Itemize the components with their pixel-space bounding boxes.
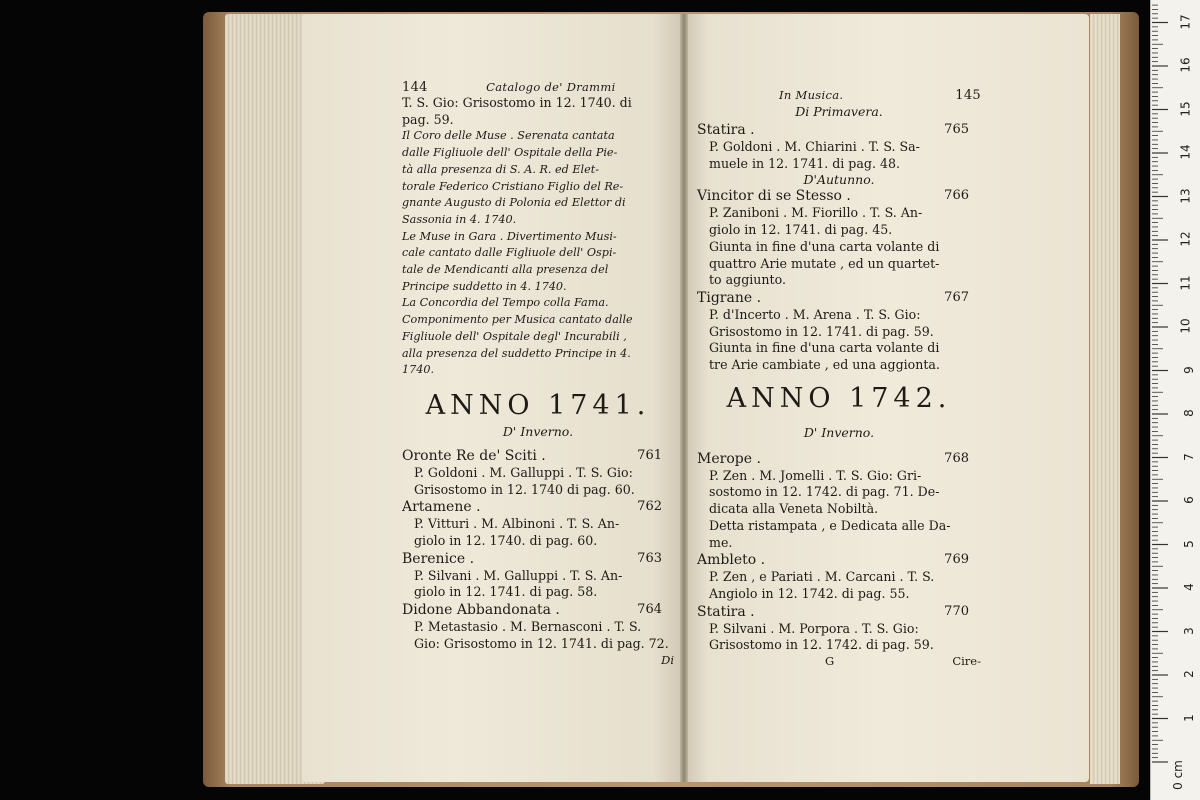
catchword (697, 654, 981, 668)
entry-heading (402, 601, 674, 619)
entry-detail-line: sostomo in 12. 1742. di pag. 71. De- (709, 484, 940, 500)
catalog-entry (697, 603, 981, 654)
entry-detail-line: P. Zen , e Pariati . M. Carcani . T. S. (709, 569, 935, 585)
ruler-number: 3 (1182, 626, 1197, 635)
entry-detail-line: Gio: Grisostomo in 12. 1741. di pag. 72. (414, 635, 669, 651)
entry-title: Didone Abbandonata . (402, 602, 560, 619)
ruler-ticks (1151, 0, 1200, 800)
opening-line: Figliuole dell' Ospitale degl' Incurabili , (402, 329, 627, 343)
catchword: Di (661, 652, 674, 667)
entry-detail-line: P. d'Incerto . M. Arena . T. S. Gio: (709, 306, 921, 322)
entry-heading (697, 187, 981, 205)
entry-heading (697, 551, 981, 569)
catalog-entry (402, 550, 674, 601)
entry-detail-line: P. Goldoni . M. Galluppi . T. S. Gio: (414, 464, 633, 480)
entry-heading (697, 450, 981, 468)
entry-number: 765 (944, 122, 969, 137)
left-running-head-title: Catalogo de' Drammi (486, 80, 616, 94)
entry-title: Artamene . (402, 499, 481, 516)
entry-detail-line: P. Silvani . M. Porpora . T. S. Gio: (709, 620, 919, 636)
entry-detail-line: Giunta in fine d'una carta volante di (709, 238, 940, 254)
opening-line: Componimento per Musica cantato dalle (402, 313, 633, 327)
entry-detail-line: dicata alla Veneta Nobiltà. (709, 501, 879, 517)
entry-number: 766 (944, 188, 969, 204)
entry-detail-line: P. Zaniboni . M. Fiorillo . T. S. An- (709, 205, 923, 221)
entry-detail-line: P. Goldoni . M. Chiarini . T. S. Sa- (709, 139, 920, 154)
entry-detail-line: P. Zen . M. Jomelli . T. S. Gio: Gri- (709, 467, 922, 483)
opening-line: Il Coro delle Muse . Serenata cantata (402, 129, 615, 143)
opening-line: Principe suddetto in 4. 1740. (402, 279, 567, 293)
opening-line: La Concordia del Tempo colla Fama. (402, 296, 609, 310)
catalog-entry (697, 187, 981, 289)
left-page-text (402, 80, 674, 667)
entry-detail-line: giolo in 12. 1741. di pag. 58. (414, 584, 598, 600)
opening-line: tà alla presenza di S. A. R. ed Elet- (402, 162, 599, 176)
page-block-right (1090, 14, 1120, 784)
entry-heading (697, 603, 981, 621)
catalog-entry (697, 289, 981, 374)
entry-title: Vincitor di se Stesso . (697, 188, 851, 205)
entry-detail-line: P. Metastasio . M. Bernasconi . T. S. (414, 619, 642, 635)
entry-detail-line: to aggiunto. (709, 272, 786, 288)
ruler-number: 6 (1182, 496, 1197, 504)
left-running-head (402, 80, 674, 95)
entry-number: 763 (637, 550, 662, 566)
opening-line: torale Federico Cristiano Figlio del Re- (402, 179, 624, 193)
opening-line: T. S. Gio: Grisostomo in 12. 1740. di (402, 95, 632, 110)
ruler-number: 11 (1178, 274, 1193, 291)
entry-detail-line: Angiolo in 12. 1742. di pag. 55. (709, 585, 910, 601)
opening-line: cale cantato dalle Figliuole dell' Ospi- (402, 246, 617, 260)
entry-number: 762 (637, 499, 662, 515)
entry-detail-line: giolo in 12. 1740. di pag. 60. (414, 533, 598, 549)
right-entries (697, 450, 981, 654)
entry-title: Berenice . (402, 550, 475, 567)
season-heading: D'Autunno. (803, 172, 875, 188)
ruler-number: 15 (1178, 100, 1193, 117)
opening-line: 1740. (402, 363, 435, 377)
entry-detail-line: tre Arie cambiate , ed una aggionta. (709, 357, 940, 373)
catalog-entry (697, 551, 981, 602)
ruler-unit-label: 0 cm (1171, 760, 1186, 790)
ruler-number: 16 (1178, 57, 1193, 73)
opening-line: alla presenza del suddetto Principe in 4. (402, 346, 631, 360)
right-page-number: 145 (955, 88, 981, 103)
ruler-number: 8 (1182, 409, 1197, 417)
catalog-entry (697, 450, 981, 552)
left-page-number: 144 (402, 80, 428, 95)
entry-heading (402, 550, 674, 568)
entry-number: 761 (637, 447, 662, 463)
entry-heading (402, 498, 674, 516)
entry-title: Oronte Re de' Sciti . (402, 447, 546, 464)
opening-line: gnante Augusto di Polonia ed Elettor di (402, 196, 626, 210)
entry-title: Merope . (697, 450, 761, 467)
entry-detail-line: Detta ristampata , e Dedicata alle Da- (709, 517, 951, 533)
ruler-number: 17 (1178, 13, 1193, 30)
signature-mark: G (825, 654, 835, 669)
right-entries-top (697, 121, 981, 172)
entry-detail-line: P. Vitturi . M. Albinoni . T. S. An- (414, 516, 620, 532)
entry-detail-line: Giunta in fine d'una carta volante di (709, 340, 940, 356)
entry-heading (697, 289, 981, 307)
opening-line: tale de Mendicanti alla presenza del (402, 263, 609, 277)
ruler-number: 12 (1178, 231, 1193, 247)
season-heading: Di Primavera. (795, 104, 883, 119)
right-page-text (697, 88, 981, 668)
entry-detail-line: muele in 12. 1741. di pag. 48. (709, 155, 900, 171)
ruler-number: 1 (1182, 713, 1197, 722)
entry-detail-line: Grisostomo in 12. 1742. di pag. 59. (709, 637, 934, 653)
right-entries-mid (697, 187, 981, 373)
entry-heading (697, 121, 981, 139)
entry-detail-line: P. Silvani . M. Galluppi . T. S. An- (414, 567, 623, 583)
entry-number: 764 (637, 602, 662, 618)
ruler-number: 7 (1182, 452, 1197, 461)
entry-detail-line: Grisostomo in 12. 1740 di pag. 60. (414, 481, 635, 497)
measuring-ruler (1150, 0, 1200, 800)
entry-number: 767 (944, 289, 969, 305)
season-heading: D' Inverno. (502, 423, 574, 439)
entry-title: Tigrane . (697, 289, 762, 306)
year-heading-1742: ANNO 1742. (726, 382, 952, 414)
entry-number: 768 (944, 450, 969, 466)
catalog-entry (402, 601, 674, 652)
entry-detail-line: giolo in 12. 1741. di pag. 45. (709, 222, 893, 238)
opening-line: Le Muse in Gara . Divertimento Musi- (402, 229, 617, 243)
opening-line: dalle Figliuole dell' Ospitale della Pie- (402, 146, 618, 160)
entry-number: 769 (944, 552, 969, 568)
right-running-head-title: In Musica. (779, 88, 844, 102)
ruler-number: 14 (1178, 144, 1193, 160)
right-running-head (697, 88, 981, 103)
entry-detail-line: quattro Arie mutate , ed un quartet- (709, 255, 940, 271)
ruler-number: 4 (1182, 583, 1197, 591)
opening-line: Sassonia in 4. 1740. (402, 212, 517, 226)
catalog-entry (402, 447, 674, 498)
entry-title: Ambleto . (697, 552, 766, 569)
year-heading-1741: ANNO 1741. (425, 389, 651, 421)
left-entries (402, 447, 674, 653)
entry-heading (402, 447, 674, 465)
entry-title: Statira . (697, 603, 755, 620)
entry-number: 770 (944, 603, 969, 619)
ruler-number: 5 (1182, 539, 1197, 548)
entry-detail-line: me. (709, 534, 733, 550)
season-heading: D' Inverno. (803, 424, 875, 440)
entry-detail-line: Grisostomo in 12. 1741. di pag. 59. (709, 323, 934, 339)
ruler-number: 2 (1182, 670, 1197, 678)
entry-title: Statira . (697, 122, 755, 138)
book-gutter (680, 14, 688, 782)
catalog-entry (402, 498, 674, 549)
catalog-entry (697, 121, 981, 172)
catchword-text: Cire- (952, 654, 981, 669)
ruler-number: 9 (1182, 365, 1197, 374)
opening-line: pag. 59. (402, 111, 454, 127)
ruler-number: 10 (1178, 318, 1193, 334)
ruler-number: 13 (1178, 187, 1193, 204)
left-opening-lines (402, 95, 674, 379)
